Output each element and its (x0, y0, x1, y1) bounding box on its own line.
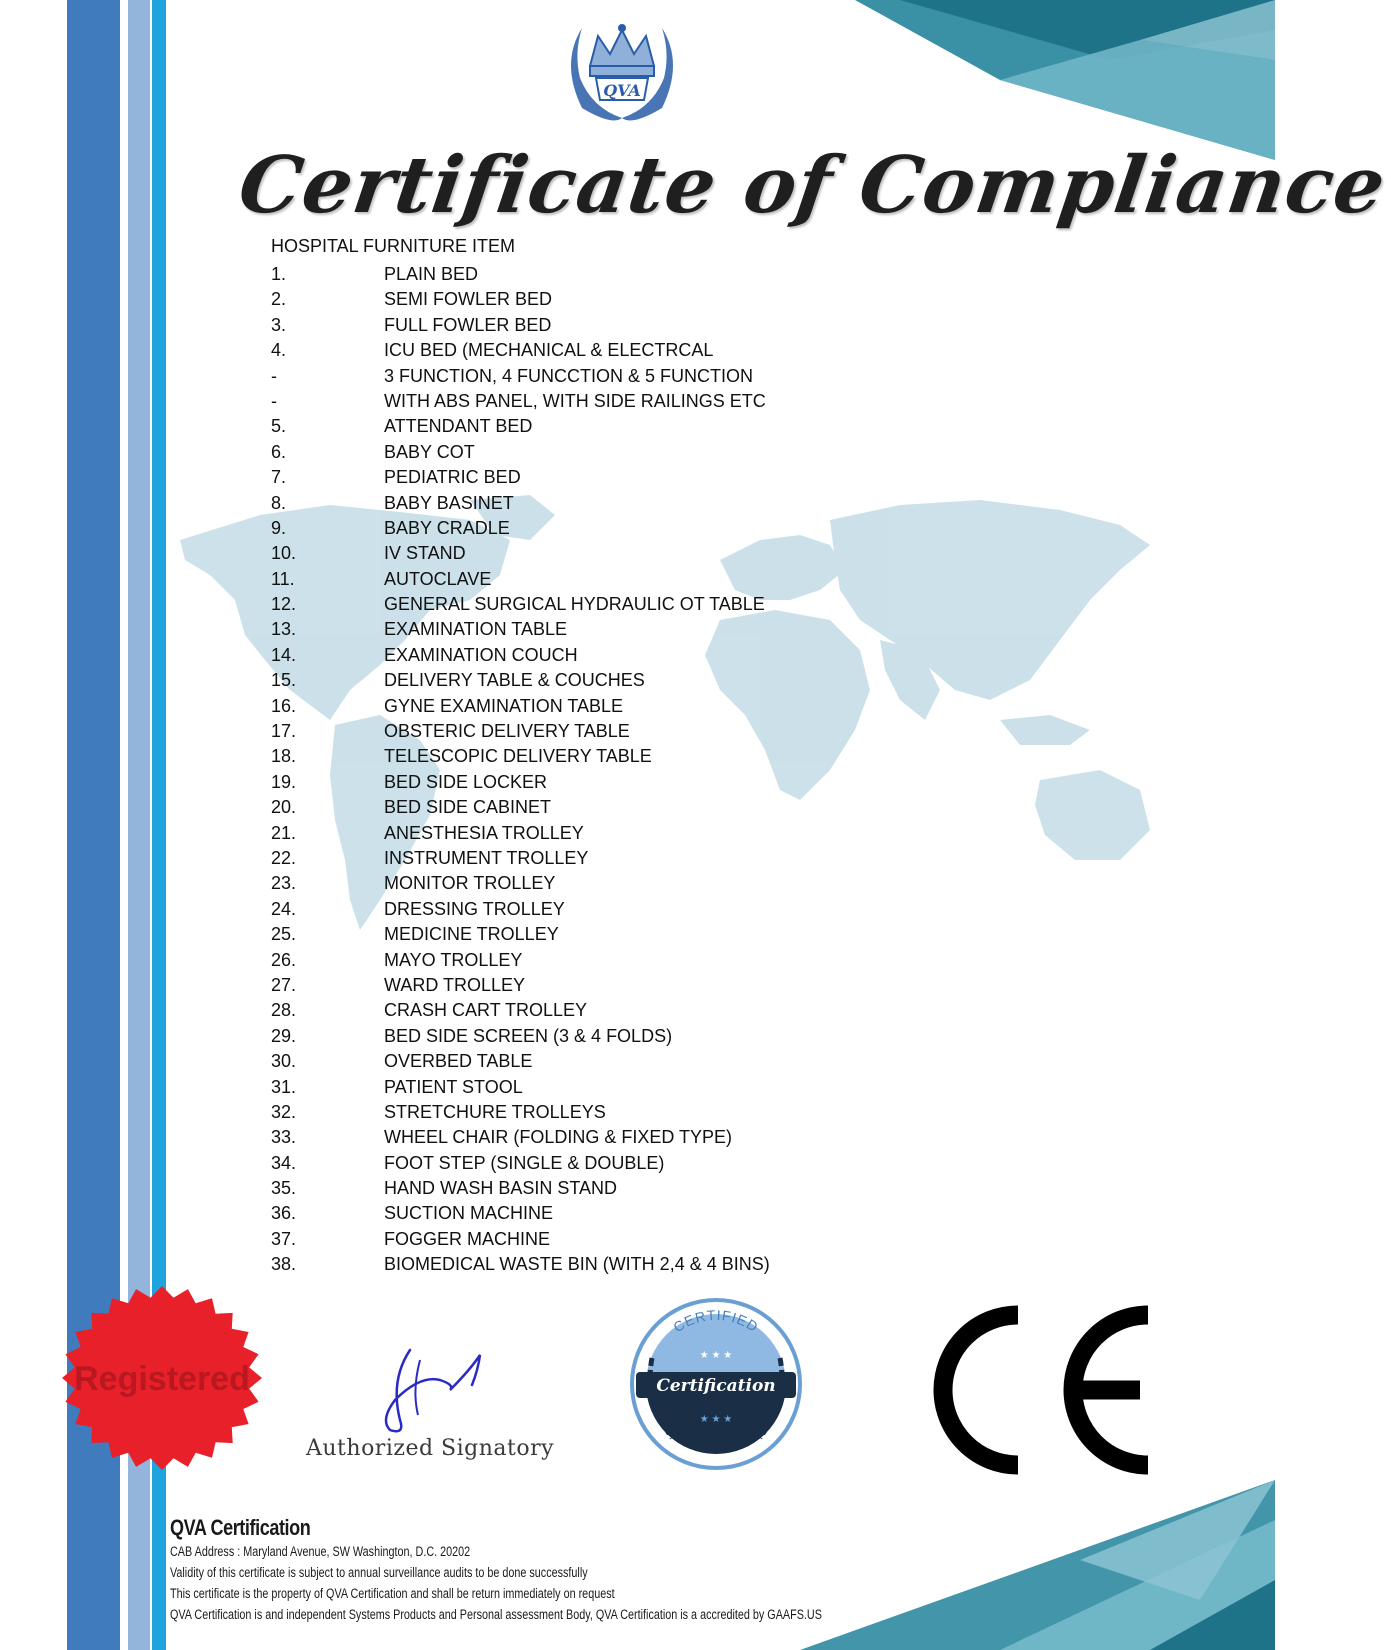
list-item-text: SEMI FOWLER BED (384, 289, 553, 310)
list-item-text: WHEEL CHAIR (FOLDING & FIXED TYPE) (384, 1127, 733, 1148)
list-item (271, 1201, 1031, 1226)
list-item (271, 313, 1031, 338)
list-item-text: BED SIDE LOCKER (384, 771, 548, 792)
list-item-number: 26. (271, 949, 297, 970)
list-item (271, 1049, 1031, 1074)
list-item (271, 617, 1031, 642)
list-item-number: 34. (271, 1152, 297, 1173)
list-item-text: BED SIDE SCREEN (3 & 4 FOLDS) (384, 1025, 673, 1046)
svg-text:★ ★ ★: ★ ★ ★ (699, 1414, 733, 1425)
list-item-number: 2. (271, 289, 287, 310)
list-item-number: - (271, 390, 277, 411)
list-item-number: 21. (271, 822, 297, 843)
list-item-text: GYNE EXAMINATION TABLE (384, 695, 624, 716)
list-item-text: EXAMINATION TABLE (384, 619, 568, 640)
list-item (271, 541, 1031, 566)
footer-brand: QVA Certification (170, 1515, 311, 1540)
list-item (271, 643, 1031, 668)
list-item-text: FOOT STEP (SINGLE & DOUBLE) (384, 1152, 665, 1173)
list-item (271, 668, 1031, 693)
list-item-number: 16. (271, 695, 297, 716)
list-item-number: 8. (271, 492, 287, 513)
list-item-text: FOGGER MACHINE (384, 1228, 551, 1249)
list-item-number: 24. (271, 898, 297, 919)
list-item-number: 4. (271, 340, 287, 361)
list-item-text: BABY BASINET (384, 492, 514, 513)
list-item-number: 10. (271, 543, 297, 564)
list-item (271, 1252, 1031, 1277)
list-item-number: 25. (271, 924, 297, 945)
list-item-number: 14. (271, 644, 297, 665)
svg-text:★ ★ ★: ★ ★ ★ (699, 1350, 733, 1361)
list-item-number: 7. (271, 467, 287, 488)
list-item (271, 770, 1031, 795)
certified-badge (622, 1298, 810, 1470)
list-item-text: EXAMINATION COUCH (384, 644, 578, 665)
list-item-number: 22. (271, 847, 297, 868)
list-item (271, 922, 1031, 947)
list-item-text: DRESSING TROLLEY (384, 898, 565, 919)
list-item-number: 35. (271, 1178, 297, 1199)
list-item-number: 1. (271, 264, 287, 284)
list-item (271, 1024, 1031, 1049)
ce-mark (930, 1305, 1160, 1475)
footer-line: Validity of this certificate is subject to annual surveillance audits to be done successfully (170, 1565, 588, 1580)
list-item (271, 592, 1031, 617)
list-heading: HOSPITAL FURNITURE ITEM (271, 236, 516, 256)
list-item-text: SUCTION MACHINE (384, 1203, 554, 1224)
list-item-text: INSTRUMENT TROLLEY (384, 847, 589, 868)
list-item (271, 440, 1031, 465)
list-item-text: PEDIATRIC BED (384, 467, 521, 488)
list-item-text: MEDICINE TROLLEY (384, 924, 559, 945)
badge-top-text: CERTIFIED (670, 1306, 762, 1336)
list-item (271, 871, 1031, 896)
list-item-number: 30. (271, 1051, 297, 1072)
badge-ribbon-text: Certification (656, 1376, 776, 1396)
list-item-number: 33. (271, 1127, 297, 1148)
list-item (271, 719, 1031, 744)
list-item-number: 12. (271, 594, 297, 615)
list-item-number: 6. (271, 441, 287, 462)
list-item-text: BABY COT (384, 441, 475, 462)
list-item-text: FULL FOWLER BED (384, 314, 552, 335)
list-item (271, 338, 1031, 363)
list-item-text: 3 FUNCTION, 4 FUNCCTION & 5 FUNCTION (384, 365, 754, 386)
list-item-text: MAYO TROLLEY (384, 949, 523, 970)
list-item-text: GENERAL SURGICAL HYDRAULIC OT TABLE (384, 594, 765, 615)
list-item (271, 1100, 1031, 1125)
list-item-number: 13. (271, 619, 297, 640)
registered-seal-text: Registered (74, 1360, 250, 1398)
list-item-text: ATTENDANT BED (384, 416, 533, 437)
list-item-number: 31. (271, 1076, 297, 1097)
footer-line: This certificate is the property of QVA Certification and shall be return immediately on request (170, 1586, 615, 1601)
list-item-text: PLAIN BED (384, 264, 479, 284)
list-item (271, 821, 1031, 846)
list-item-number: 15. (271, 670, 297, 691)
footer-line: CAB Address : Maryland Avenue, SW Washington, D.C. 20202 (170, 1544, 471, 1559)
list-item-text: DELIVERY TABLE & COUCHES (384, 670, 645, 691)
registered-seal (52, 1278, 272, 1478)
list-item-text: BED SIDE CABINET (384, 797, 552, 818)
list-item (271, 1227, 1031, 1252)
list-item-number: 36. (271, 1203, 297, 1224)
list-item (271, 567, 1031, 592)
list-item-text: WITH ABS PANEL, WITH SIDE RAILINGS ETC (384, 390, 766, 411)
list-item (271, 1125, 1031, 1150)
list-item-text: TELESCOPIC DELIVERY TABLE (384, 746, 652, 767)
list-item-text: MONITOR TROLLEY (384, 873, 556, 894)
list-item-number: 3. (271, 314, 287, 335)
list-item-text: BIOMEDICAL WASTE BIN (WITH 2,4 & 4 BINS) (384, 1254, 770, 1275)
list-item-number: 37. (271, 1228, 297, 1249)
list-item (271, 414, 1031, 439)
list-item-text: ANESTHESIA TROLLEY (384, 822, 584, 843)
list-item (271, 1151, 1031, 1176)
list-item (271, 389, 1031, 414)
list-item-text: OBSTERIC DELIVERY TABLE (384, 721, 630, 742)
list-item-text: CRASH CART TROLLEY (384, 1000, 588, 1021)
list-item (271, 948, 1031, 973)
list-item-number: 11. (271, 568, 295, 589)
authorized-signatory-label: Authorized Signatory (306, 1436, 555, 1461)
list-item (271, 795, 1031, 820)
list-item-number: 5. (271, 416, 287, 437)
list-item-text: BABY CRADLE (384, 517, 510, 538)
list-item (271, 694, 1031, 719)
list-item-number: 17. (271, 721, 297, 742)
logo-text: QVA (603, 81, 641, 100)
list-item-number: - (271, 365, 277, 386)
list-item (271, 287, 1031, 312)
signature (360, 1340, 510, 1440)
list-item-number: 29. (271, 1025, 297, 1046)
list-item-text: IV STAND (384, 543, 466, 564)
footer (170, 1515, 890, 1625)
list-item (271, 516, 1031, 541)
list-item (271, 973, 1031, 998)
list-item-number: 32. (271, 1101, 297, 1122)
list-item-number: 20. (271, 797, 297, 818)
crown-logo (552, 8, 692, 126)
list-item (271, 846, 1031, 871)
list-item-text: PATIENT STOOL (384, 1076, 523, 1097)
list-item (271, 1075, 1031, 1100)
list-item-number: 27. (271, 974, 297, 995)
item-list (271, 262, 1031, 1278)
list-item (271, 262, 1031, 287)
list-item-number: 19. (271, 771, 297, 792)
list-item-text: STRETCHURE TROLLEYS (384, 1101, 606, 1122)
list-item (271, 465, 1031, 490)
footer-line: QVA Certification is and independent Systems Products and Personal assessment Body, QVA Certification is a accredited by GAAFS.US (170, 1607, 822, 1622)
list-item (271, 1176, 1031, 1201)
top-right-decoration (855, 0, 1275, 160)
list-item-number: 28. (271, 1000, 297, 1021)
certificate-title: Certificate of Compliance (233, 140, 1391, 231)
list-item-text: ICU BED (MECHANICAL & ELECTRCAL (384, 340, 714, 361)
list-item (271, 897, 1031, 922)
list-item (271, 364, 1031, 389)
list-item (271, 491, 1031, 516)
list-item (271, 998, 1031, 1023)
list-item-number: 18. (271, 746, 297, 767)
list-item-text: AUTOCLAVE (384, 568, 492, 589)
list-item-text: WARD TROLLEY (384, 974, 526, 995)
list-item-text: HAND WASH BASIN STAND (384, 1178, 618, 1199)
list-item-number: 38. (271, 1254, 297, 1275)
list-item-text: OVERBED TABLE (384, 1051, 533, 1072)
list-item-number: 23. (271, 873, 297, 894)
list-item-number: 9. (271, 517, 287, 538)
list-item (271, 744, 1031, 769)
